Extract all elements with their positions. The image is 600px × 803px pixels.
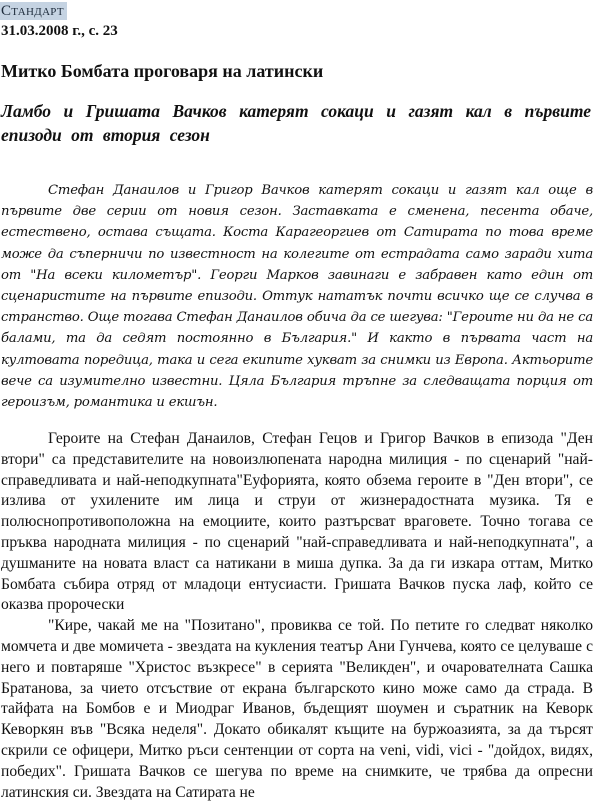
article-title: Митко Бомбата проговаря на латински bbox=[1, 61, 324, 81]
body-paragraph: Героите на Стефан Данаилов, Стефан Гецов и Григор Вачков в епизода "Ден втори" са представителите на новоизлюпената народна милиция - по сценарий "най-справедливата и най-неподкупната"Еуфорията, която обзема героите в "Ден втори", се излива от ухилените им лица и струи от жизнерадостната музика. Тя е полюснопротивоположна на емоциите, които разтърсват враговете. Точно тогава се пръква народната милиция - по сценарий "най-справедливата и най-неподкупната", а душманите на новата власт са натикани в миша дупка. За да ги изкара оттам, Митко Бомбата събира отряд от младоци ентусиасти. Гришата Вачков пуска лаф, който се оказва пророчески bbox=[1, 430, 593, 614]
article-lead bbox=[1, 180, 593, 413]
article-subtitle: Ламбо и Гришата Вачков катерят сокаци и газят кал в първите епизоди от втория сезон bbox=[1, 101, 591, 145]
body-paragraph: "Кире, чакай ме на "Позитано", провиква се той. По петите го следват няколко момчета и две момичета - звездата на кукления театър Ани Гунчева, която се целуваше с него и повтаряше "Христос възкресе" в серията "Великден", и очарователната Сашка Братанова, за чието отсъствие от екрана българското кино може само да страда. В тайфата на Бомбов е и Миодраг Иванов, бъдещият шоумен и съратник на Кеворк Кеворкян във "Всяка неделя". Докато обикалят къщите на буржоазията, за да търсят скрили се офицери, Митко ръси сентенции от сорта на veni, vidi, vici - "дойдох, видях, победих". Гришата Вачков се шегува по време на снимките, че трябва да опресни латинския си. Звездата на Сатирата не bbox=[1, 617, 593, 801]
publication-date: 31.03.2008 г., с. 23 bbox=[1, 23, 118, 39]
article-body bbox=[1, 429, 593, 803]
newspaper-source: Стандарт bbox=[0, 2, 67, 20]
lead-paragraph: Стефан Данаилов и Григор Вачков катерят сокаци и газят кал още в първите две серии от новия сезон. Заставката е сменена, песента обаче, естествено, остава същата. Коста Карагеоргиев от Сатирата по това време може да съперничи по известност на колегите от естрадата само заради хита от "На всеки километър". Георги Марков завинаги е забравен като един от сценаристите на първите епизоди. Оттук нататък почти всичко ще се случва в странство. Още тогава Стефан Данаилов обича да се шегува: "Героите ни да не са балами, та да седят постоянно в България." И както в първата част на култовата поредица, така и сега екипите хукват за снимки из Европа. Актьорите вече са изумително известни. Цяла България тръпне за следващата порция от героизъм, романтика и екшън. bbox=[1, 183, 593, 411]
